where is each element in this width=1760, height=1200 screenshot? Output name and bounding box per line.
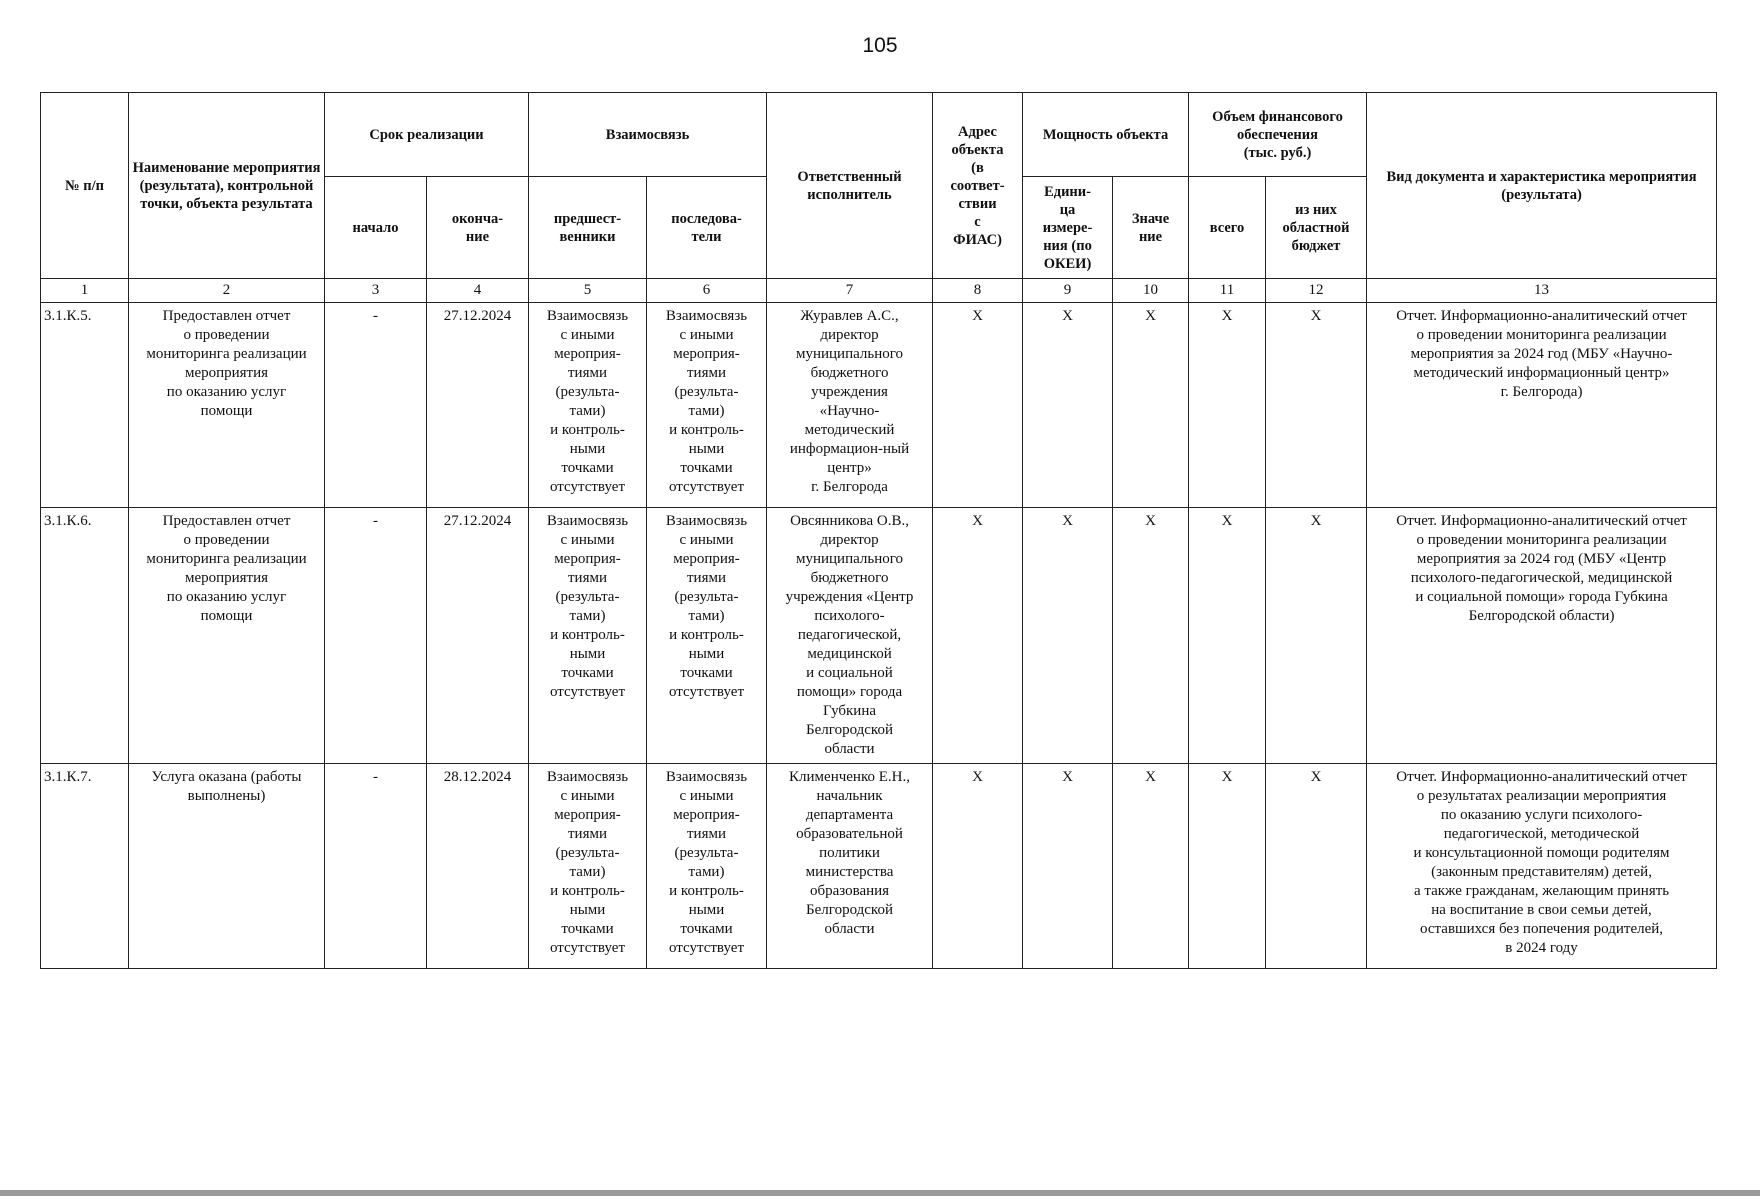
- row-end: 28.12.2024: [427, 764, 529, 969]
- header-name: Наименование мероприятия (результата), контрольной точки, объекта результата: [129, 93, 325, 279]
- column-number: 4: [427, 279, 529, 303]
- row-total: Х: [1189, 303, 1266, 508]
- header-capacity-group: Мощность объекта: [1023, 93, 1189, 177]
- row-successors: Взаимосвязь с иными мероприя- тиями (результа- тами) и контроль- ными точками отсутствует: [647, 303, 767, 508]
- table-row: [41, 508, 1717, 764]
- row-total: Х: [1189, 508, 1266, 764]
- table-row: [41, 303, 1717, 508]
- row-document: Отчет. Информационно-аналитический отчет о проведении мониторинга реализации мероприятия за 2024 год (МБУ «Научно- методический информационный центр» г. Белгорода): [1367, 303, 1717, 508]
- row-unit: Х: [1023, 508, 1113, 764]
- header-start: начало: [325, 177, 427, 279]
- row-value: Х: [1113, 508, 1189, 764]
- row-value: Х: [1113, 303, 1189, 508]
- header-regional: из них областной бюджет: [1266, 177, 1367, 279]
- row-unit: Х: [1023, 303, 1113, 508]
- row-total: Х: [1189, 764, 1266, 969]
- row-responsible: Овсянникова О.В., директор муниципального бюджетного учреждения «Центр психолого- педагогической, медицинской и социальной помощи» города Губкина Белгородской области: [767, 508, 933, 764]
- row-start: -: [325, 764, 427, 969]
- header-responsible: Ответственный исполнитель: [767, 93, 933, 279]
- header-end: оконча- ние: [427, 177, 529, 279]
- page-number: 105: [862, 34, 898, 57]
- scan-edge-strip: [0, 1190, 1760, 1196]
- header-num: № п/п: [41, 93, 129, 279]
- plan-table: [40, 92, 1717, 969]
- column-number-row: [41, 279, 1717, 303]
- header-document: Вид документа и характеристика мероприятия (результата): [1367, 93, 1717, 279]
- row-successors: Взаимосвязь с иными мероприя- тиями (результа- тами) и контроль- ными точками отсутствует: [647, 508, 767, 764]
- column-number: 3: [325, 279, 427, 303]
- row-predecessors: Взаимосвязь с иными мероприя- тиями (результа- тами) и контроль- ными точками отсутствует: [529, 303, 647, 508]
- column-number: 9: [1023, 279, 1113, 303]
- row-regional: Х: [1266, 303, 1367, 508]
- column-number: 1: [41, 279, 129, 303]
- row-address: Х: [933, 303, 1023, 508]
- row-successors: Взаимосвязь с иными мероприя- тиями (результа- тами) и контроль- ными точками отсутствует: [647, 764, 767, 969]
- header-predecessors: предшест- венники: [529, 177, 647, 279]
- row-num: 3.1.К.6.: [41, 508, 129, 764]
- header-address: Адрес объекта (в соответ- ствии с ФИАС): [933, 93, 1023, 279]
- header-term-group: Срок реализации: [325, 93, 529, 177]
- column-number: 12: [1266, 279, 1367, 303]
- header-value: Значе ние: [1113, 177, 1189, 279]
- column-number: 7: [767, 279, 933, 303]
- table-row: [41, 764, 1717, 969]
- row-start: -: [325, 508, 427, 764]
- column-number: 11: [1189, 279, 1266, 303]
- row-address: Х: [933, 764, 1023, 969]
- row-end: 27.12.2024: [427, 303, 529, 508]
- column-number: 10: [1113, 279, 1189, 303]
- row-value: Х: [1113, 764, 1189, 969]
- row-end: 27.12.2024: [427, 508, 529, 764]
- header-successors: последова- тели: [647, 177, 767, 279]
- row-responsible: Клименченко Е.Н., начальник департамента образовательной политики министерства образования Белгородской области: [767, 764, 933, 969]
- header-total: всего: [1189, 177, 1266, 279]
- header-link-group: Взаимосвязь: [529, 93, 767, 177]
- row-regional: Х: [1266, 764, 1367, 969]
- row-predecessors: Взаимосвязь с иными мероприя- тиями (результа- тами) и контроль- ными точками отсутствует: [529, 508, 647, 764]
- row-name: Предоставлен отчет о проведении мониторинга реализации мероприятия по оказанию услуг помощи: [129, 303, 325, 508]
- column-number: 2: [129, 279, 325, 303]
- row-unit: Х: [1023, 764, 1113, 969]
- row-start: -: [325, 303, 427, 508]
- column-number: 6: [647, 279, 767, 303]
- row-responsible: Журавлев А.С., директор муниципального бюджетного учреждения «Научно- методический информацион-ный центр» г. Белгорода: [767, 303, 933, 508]
- row-num: 3.1.К.5.: [41, 303, 129, 508]
- column-number: 5: [529, 279, 647, 303]
- row-predecessors: Взаимосвязь с иными мероприя- тиями (результа- тами) и контроль- ными точками отсутствует: [529, 764, 647, 969]
- row-name: Услуга оказана (работы выполнены): [129, 764, 325, 969]
- row-name: Предоставлен отчет о проведении мониторинга реализации мероприятия по оказанию услуг помощи: [129, 508, 325, 764]
- row-document: Отчет. Информационно-аналитический отчет о проведении мониторинга реализации мероприятия за 2024 год (МБУ «Центр психолого-педагогической, медицинской и социальной помощи» города Губкина Белгородской области): [1367, 508, 1717, 764]
- header-unit: Едини- ца измере- ния (по ОКЕИ): [1023, 177, 1113, 279]
- row-num: 3.1.К.7.: [41, 764, 129, 969]
- row-document: Отчет. Информационно-аналитический отчет о результатах реализации мероприятия по оказанию услуги психолого- педагогической, методической и консультационной помощи родителям (законным представителям) детей, а также гражданам, желающим принять на воспитание в свои семьи детей, оставшихся без попечения родителей, в 2024 году: [1367, 764, 1717, 969]
- column-number: 8: [933, 279, 1023, 303]
- header-finance-group: Объем финансового обеспечения (тыс. руб.): [1189, 93, 1367, 177]
- column-number: 13: [1367, 279, 1717, 303]
- row-address: Х: [933, 508, 1023, 764]
- row-regional: Х: [1266, 508, 1367, 764]
